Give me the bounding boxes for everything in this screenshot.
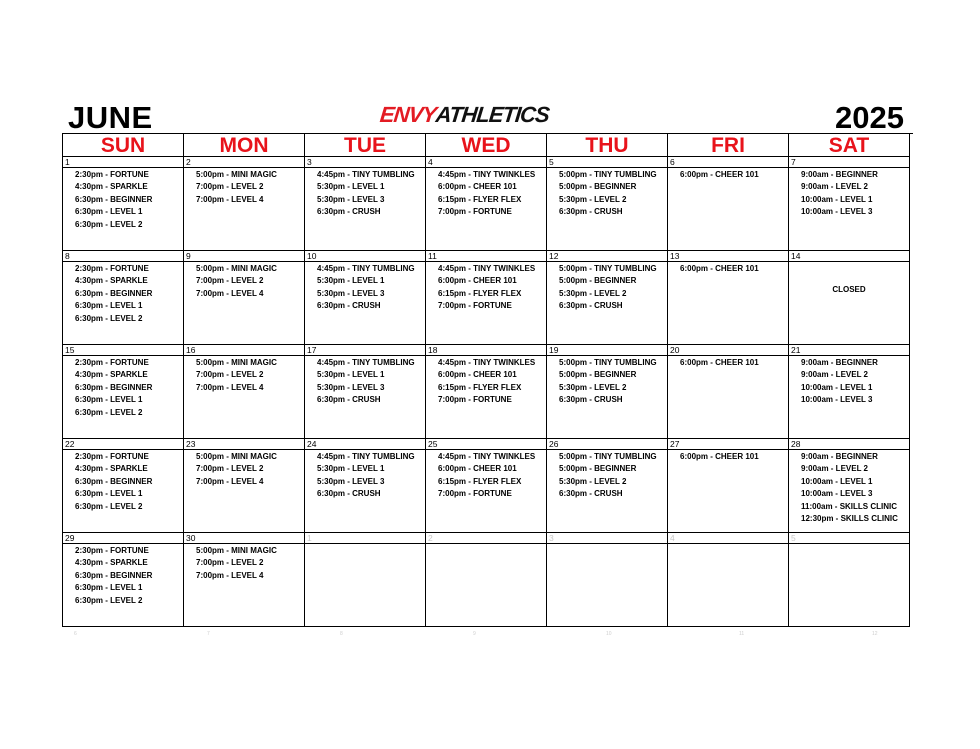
event-list xyxy=(63,168,183,231)
day-number: 9 xyxy=(184,251,304,262)
event-list xyxy=(426,450,546,501)
event-list xyxy=(789,168,909,219)
day-cell xyxy=(426,157,547,251)
event-item: 5:30pm - LEVEL 3 xyxy=(317,382,385,392)
event-item: 7:00pm - FORTUNE xyxy=(438,207,512,217)
day-cell xyxy=(789,251,910,345)
logo-envy: ENVY xyxy=(378,102,438,127)
day-number: 4 xyxy=(426,157,546,168)
event-item: 6:30pm - LEVEL 2 xyxy=(75,313,143,323)
event-item: 4:45pm - TINY TWINKLES xyxy=(438,264,536,273)
day-cell xyxy=(668,157,789,251)
event-list xyxy=(305,168,425,219)
day-number: 11 xyxy=(426,251,546,262)
event-item: 5:30pm - LEVEL 3 xyxy=(317,288,385,298)
day-number: 16 xyxy=(184,345,304,356)
day-number: 19 xyxy=(547,345,667,356)
week-row xyxy=(63,157,913,251)
year-title: 2025 xyxy=(835,100,904,135)
event-item: 6:15pm - FLYER FLEX xyxy=(438,194,522,204)
closed-note: CLOSED xyxy=(832,285,866,294)
event-item: 6:30pm - LEVEL 1 xyxy=(75,301,143,311)
day-number: 30 xyxy=(184,533,304,544)
event-item: 5:30pm - LEVEL 1 xyxy=(317,276,385,286)
event-item: 5:00pm - BEGINNER xyxy=(559,182,637,192)
event-item: 12:30pm - SKILLS CLINIC xyxy=(801,514,898,524)
day-number: 18 xyxy=(426,345,546,356)
day-number: 29 xyxy=(63,533,183,544)
event-item: 6:00pm - CHEER 101 xyxy=(438,276,517,286)
day-number: 20 xyxy=(668,345,788,356)
event-item: 6:30pm - LEVEL 1 xyxy=(75,395,143,405)
event-list xyxy=(547,450,667,501)
event-list xyxy=(668,356,788,369)
week-row xyxy=(63,251,913,345)
event-item: 6:30pm - LEVEL 2 xyxy=(75,219,143,229)
day-cell xyxy=(184,345,305,439)
day-number: 21 xyxy=(789,345,909,356)
event-item: 6:30pm - CRUSH xyxy=(559,207,623,217)
day-cell xyxy=(426,533,547,627)
event-item: 2:30pm - FORTUNE xyxy=(75,170,149,179)
event-item: 9:00am - LEVEL 2 xyxy=(801,464,868,474)
day-cell xyxy=(668,345,789,439)
day-number: 15 xyxy=(63,345,183,356)
footer-number: 8 xyxy=(340,631,343,637)
event-item: 6:30pm - CRUSH xyxy=(559,301,623,311)
event-list xyxy=(426,356,546,407)
event-item: 5:30pm - LEVEL 3 xyxy=(317,194,385,204)
day-cell xyxy=(184,251,305,345)
day-cell xyxy=(63,251,184,345)
day-number: 12 xyxy=(547,251,667,262)
event-item: 5:30pm - LEVEL 2 xyxy=(559,476,627,486)
week-row xyxy=(63,345,913,439)
event-item: 6:30pm - BEGINNER xyxy=(75,382,153,392)
day-number: 13 xyxy=(668,251,788,262)
calendar-grid xyxy=(62,133,913,627)
event-item: 4:45pm - TINY TWINKLES xyxy=(438,358,536,367)
day-cell xyxy=(184,439,305,533)
event-item: 10:00am - LEVEL 3 xyxy=(801,395,873,405)
month-title: JUNE xyxy=(68,100,153,135)
event-item: 5:30pm - LEVEL 1 xyxy=(317,464,385,474)
event-item: 6:30pm - LEVEL 1 xyxy=(75,583,143,593)
day-number: 27 xyxy=(668,439,788,450)
event-item: 2:30pm - FORTUNE xyxy=(75,546,149,555)
envy-athletics-logo xyxy=(379,104,597,126)
footer-number: 10 xyxy=(606,631,612,637)
event-list xyxy=(184,168,304,206)
event-item: 4:45pm - TINY TUMBLING xyxy=(317,452,415,461)
day-number: 26 xyxy=(547,439,667,450)
event-item: 6:30pm - LEVEL 1 xyxy=(75,207,143,217)
event-item: 6:30pm - BEGINNER xyxy=(75,476,153,486)
day-number: 3 xyxy=(547,533,667,544)
event-item: 9:00am - LEVEL 2 xyxy=(801,182,868,192)
event-item: 6:30pm - CRUSH xyxy=(559,395,623,405)
day-cell xyxy=(789,157,910,251)
day-cell xyxy=(547,157,668,251)
day-cell xyxy=(305,157,426,251)
event-item: 6:00pm - CHEER 101 xyxy=(438,464,517,474)
event-item: 10:00am - LEVEL 1 xyxy=(801,476,873,486)
day-number: 8 xyxy=(63,251,183,262)
event-list xyxy=(63,450,183,513)
event-item: 6:30pm - CRUSH xyxy=(559,489,623,499)
day-cell xyxy=(305,345,426,439)
event-item: 5:00pm - MINI MAGIC xyxy=(196,264,277,273)
event-item: 5:30pm - LEVEL 1 xyxy=(317,182,385,192)
event-item: 6:00pm - CHEER 101 xyxy=(680,452,759,461)
event-item: 6:00pm - CHEER 101 xyxy=(680,264,759,273)
event-list xyxy=(305,262,425,313)
day-cell xyxy=(426,345,547,439)
event-item: 4:45pm - TINY TWINKLES xyxy=(438,452,536,461)
day-cell xyxy=(789,439,910,533)
day-header-tue: TUE xyxy=(305,134,426,157)
event-list xyxy=(305,356,425,407)
event-item: 4:45pm - TINY TUMBLING xyxy=(317,170,415,179)
day-header-wed: WED xyxy=(426,134,547,157)
event-item: 11:00am - SKILLS CLINIC xyxy=(801,501,898,511)
week-row xyxy=(63,533,913,627)
day-cell xyxy=(547,439,668,533)
event-list xyxy=(547,544,667,545)
event-item: 7:00pm - LEVEL 2 xyxy=(196,464,264,474)
event-item: 6:30pm - CRUSH xyxy=(317,301,381,311)
event-item: 6:30pm - CRUSH xyxy=(317,395,381,405)
event-item: 6:00pm - CHEER 101 xyxy=(680,170,759,179)
logo-athletics: ATHLETICS xyxy=(434,102,551,127)
day-cell xyxy=(305,439,426,533)
event-list xyxy=(184,262,304,300)
day-number: 1 xyxy=(63,157,183,168)
event-item: 5:00pm - MINI MAGIC xyxy=(196,358,277,367)
event-item: 5:00pm - TINY TUMBLING xyxy=(559,452,657,461)
day-number: 17 xyxy=(305,345,425,356)
footer-number: 11 xyxy=(739,631,745,637)
event-list xyxy=(668,168,788,181)
event-item: 7:00pm - LEVEL 2 xyxy=(196,558,264,568)
week-row xyxy=(63,439,913,533)
event-list xyxy=(184,544,304,582)
event-item: 6:15pm - FLYER FLEX xyxy=(438,476,522,486)
event-item: 6:15pm - FLYER FLEX xyxy=(438,382,522,392)
day-number: 10 xyxy=(305,251,425,262)
event-item: 9:00am - LEVEL 2 xyxy=(801,370,868,380)
event-list xyxy=(305,544,425,545)
event-item: 5:30pm - LEVEL 3 xyxy=(317,476,385,486)
event-item: 2:30pm - FORTUNE xyxy=(75,264,149,273)
event-list xyxy=(184,450,304,488)
event-item: 5:00pm - BEGINNER xyxy=(559,370,637,380)
day-number: 6 xyxy=(668,157,788,168)
event-item: 5:00pm - BEGINNER xyxy=(559,464,637,474)
event-item: 9:00am - BEGINNER xyxy=(801,170,878,179)
event-item: 6:30pm - LEVEL 1 xyxy=(75,489,143,499)
event-item: 7:00pm - LEVEL 4 xyxy=(196,570,264,580)
day-number: 3 xyxy=(305,157,425,168)
day-cell xyxy=(63,345,184,439)
event-item: 4:30pm - SPARKLE xyxy=(75,464,148,474)
footer-number: 12 xyxy=(872,631,878,637)
event-list xyxy=(789,544,909,545)
event-item: 5:30pm - LEVEL 2 xyxy=(559,194,627,204)
day-number: 14 xyxy=(789,251,909,262)
event-item: 5:00pm - TINY TUMBLING xyxy=(559,264,657,273)
day-cell xyxy=(63,439,184,533)
event-item: 5:00pm - MINI MAGIC xyxy=(196,452,277,461)
event-item: 6:30pm - BEGINNER xyxy=(75,288,153,298)
event-item: 5:00pm - TINY TUMBLING xyxy=(559,170,657,179)
day-number: 1 xyxy=(305,533,425,544)
day-header-row xyxy=(63,134,913,157)
event-item: 6:30pm - LEVEL 2 xyxy=(75,595,143,605)
event-item: 7:00pm - LEVEL 2 xyxy=(196,370,264,380)
event-item: 6:30pm - BEGINNER xyxy=(75,570,153,580)
event-list xyxy=(547,356,667,407)
footer-number: 7 xyxy=(207,631,210,637)
day-cell xyxy=(63,157,184,251)
event-list xyxy=(63,262,183,325)
event-item: 2:30pm - FORTUNE xyxy=(75,358,149,367)
footer-week-numbers xyxy=(62,631,912,637)
event-item: 6:30pm - LEVEL 2 xyxy=(75,501,143,511)
event-item: 7:00pm - LEVEL 4 xyxy=(196,476,264,486)
event-item: 7:00pm - FORTUNE xyxy=(438,395,512,405)
event-list xyxy=(668,262,788,275)
event-item: 9:00am - BEGINNER xyxy=(801,358,878,367)
event-list xyxy=(789,262,909,263)
event-list xyxy=(63,544,183,607)
event-list xyxy=(305,450,425,501)
event-list xyxy=(789,356,909,407)
event-item: 7:00pm - FORTUNE xyxy=(438,301,512,311)
event-item: 4:45pm - TINY TWINKLES xyxy=(438,170,536,179)
day-cell xyxy=(184,533,305,627)
day-cell xyxy=(547,345,668,439)
event-item: 4:30pm - SPARKLE xyxy=(75,370,148,380)
event-list xyxy=(426,544,546,545)
day-number: 25 xyxy=(426,439,546,450)
day-cell xyxy=(184,157,305,251)
day-number: 24 xyxy=(305,439,425,450)
event-item: 6:30pm - BEGINNER xyxy=(75,194,153,204)
day-cell xyxy=(426,251,547,345)
event-list xyxy=(668,544,788,545)
event-item: 6:30pm - CRUSH xyxy=(317,489,381,499)
event-item: 10:00am - LEVEL 1 xyxy=(801,194,873,204)
event-list xyxy=(547,262,667,313)
event-list xyxy=(789,450,909,525)
event-list xyxy=(426,168,546,219)
footer-number: 6 xyxy=(74,631,77,637)
event-item: 7:00pm - LEVEL 4 xyxy=(196,194,264,204)
day-number: 28 xyxy=(789,439,909,450)
event-item: 10:00am - LEVEL 3 xyxy=(801,207,873,217)
event-item: 5:00pm - BEGINNER xyxy=(559,276,637,286)
footer-number: 9 xyxy=(473,631,476,637)
day-number: 22 xyxy=(63,439,183,450)
event-item: 4:30pm - SPARKLE xyxy=(75,276,148,286)
event-item: 4:30pm - SPARKLE xyxy=(75,182,148,192)
event-list xyxy=(63,356,183,419)
event-item: 6:30pm - LEVEL 2 xyxy=(75,407,143,417)
day-cell xyxy=(547,251,668,345)
event-item: 5:00pm - MINI MAGIC xyxy=(196,170,277,179)
day-number: 2 xyxy=(426,533,546,544)
day-cell xyxy=(668,251,789,345)
day-header-sat: SAT xyxy=(789,134,910,157)
day-number: 23 xyxy=(184,439,304,450)
day-cell xyxy=(305,533,426,627)
event-list xyxy=(184,356,304,394)
event-item: 10:00am - LEVEL 1 xyxy=(801,382,873,392)
event-item: 10:00am - LEVEL 3 xyxy=(801,489,873,499)
day-header-sun: SUN xyxy=(63,134,184,157)
day-number: 2 xyxy=(184,157,304,168)
day-cell xyxy=(789,533,910,627)
event-item: 5:30pm - LEVEL 1 xyxy=(317,370,385,380)
event-item: 7:00pm - LEVEL 2 xyxy=(196,182,264,192)
event-item: 9:00am - BEGINNER xyxy=(801,452,878,461)
day-number: 5 xyxy=(789,533,909,544)
event-item: 6:30pm - CRUSH xyxy=(317,207,381,217)
day-cell xyxy=(668,439,789,533)
event-item: 5:30pm - LEVEL 2 xyxy=(559,382,627,392)
day-cell xyxy=(63,533,184,627)
event-list xyxy=(426,262,546,313)
day-cell xyxy=(305,251,426,345)
event-item: 6:00pm - CHEER 101 xyxy=(438,182,517,192)
day-header-fri: FRI xyxy=(668,134,789,157)
day-number: 7 xyxy=(789,157,909,168)
event-item: 5:00pm - MINI MAGIC xyxy=(196,546,277,555)
day-number: 5 xyxy=(547,157,667,168)
day-cell xyxy=(668,533,789,627)
day-number: 4 xyxy=(668,533,788,544)
event-item: 4:45pm - TINY TUMBLING xyxy=(317,264,415,273)
event-item: 4:30pm - SPARKLE xyxy=(75,558,148,568)
event-item: 5:30pm - LEVEL 2 xyxy=(559,288,627,298)
day-cell xyxy=(547,533,668,627)
event-list xyxy=(547,168,667,219)
event-item: 2:30pm - FORTUNE xyxy=(75,452,149,461)
event-item: 4:45pm - TINY TUMBLING xyxy=(317,358,415,367)
event-item: 6:15pm - FLYER FLEX xyxy=(438,288,522,298)
event-item: 5:00pm - TINY TUMBLING xyxy=(559,358,657,367)
event-item: 6:00pm - CHEER 101 xyxy=(438,370,517,380)
day-header-mon: MON xyxy=(184,134,305,157)
day-cell xyxy=(426,439,547,533)
event-item: 6:00pm - CHEER 101 xyxy=(680,358,759,367)
event-list xyxy=(668,450,788,463)
day-header-thu: THU xyxy=(547,134,668,157)
day-cell xyxy=(789,345,910,439)
event-item: 7:00pm - LEVEL 4 xyxy=(196,288,264,298)
event-item: 7:00pm - LEVEL 4 xyxy=(196,382,264,392)
event-item: 7:00pm - LEVEL 2 xyxy=(196,276,264,286)
event-item: 7:00pm - FORTUNE xyxy=(438,489,512,499)
